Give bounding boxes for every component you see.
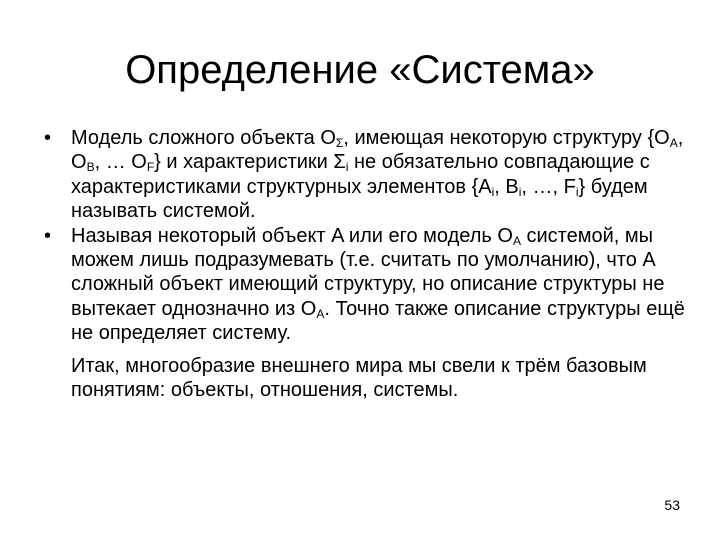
text-run: , имеющая некоторую структуру {O [343,127,670,149]
subscript: i [491,184,495,199]
subscript: B [86,160,95,175]
text-run: , B [494,175,519,198]
page-number: 53 [664,497,680,513]
bullet-icon: • [44,224,52,247]
subscript: i [345,160,349,175]
subscript: A [512,233,521,248]
slide-title: Определение «Система» [125,48,595,92]
conclusion-paragraph: Итак, многообразие внешнего мира мы свели к трём базовым понятиям: объекты, отношения, системы. [71,354,647,402]
bullet-icon: • [44,127,52,149]
text-run: } и характеристики Σ [154,151,346,174]
bullet-item-system-model [44,126,694,224]
bullet-text [71,225,685,345]
text-run: Модель сложного объекта O [71,127,336,149]
text-run: , … O [94,151,147,174]
subscript: i [575,184,579,199]
subscript: F [146,160,155,175]
text-run: системой, мы можем лишь подразумевать (т.е. считать по умолчанию), что A сложный объект имеющий структуру, но описание структуры не вытекает однозначно из O [71,224,665,320]
subscript: A [669,136,678,150]
subscript: i [518,184,522,199]
text-run: . Точно также описание структуры ещё не определяет систему. [71,297,685,345]
bullet-text [71,127,683,222]
text-run: , …, F [521,175,576,198]
text-run: , O [71,127,684,174]
text-run: Называя некоторый объект A или его модель O [71,224,513,247]
subscript: Σ [335,136,344,150]
subscript: A [316,306,325,321]
slide-body [44,126,694,402]
text-run: не обязательно совпадающие с характеристиками структурных элементов {A [71,151,650,198]
text-run: } будем называть системой. [71,175,648,223]
bullet-item-system-naming [44,224,694,346]
